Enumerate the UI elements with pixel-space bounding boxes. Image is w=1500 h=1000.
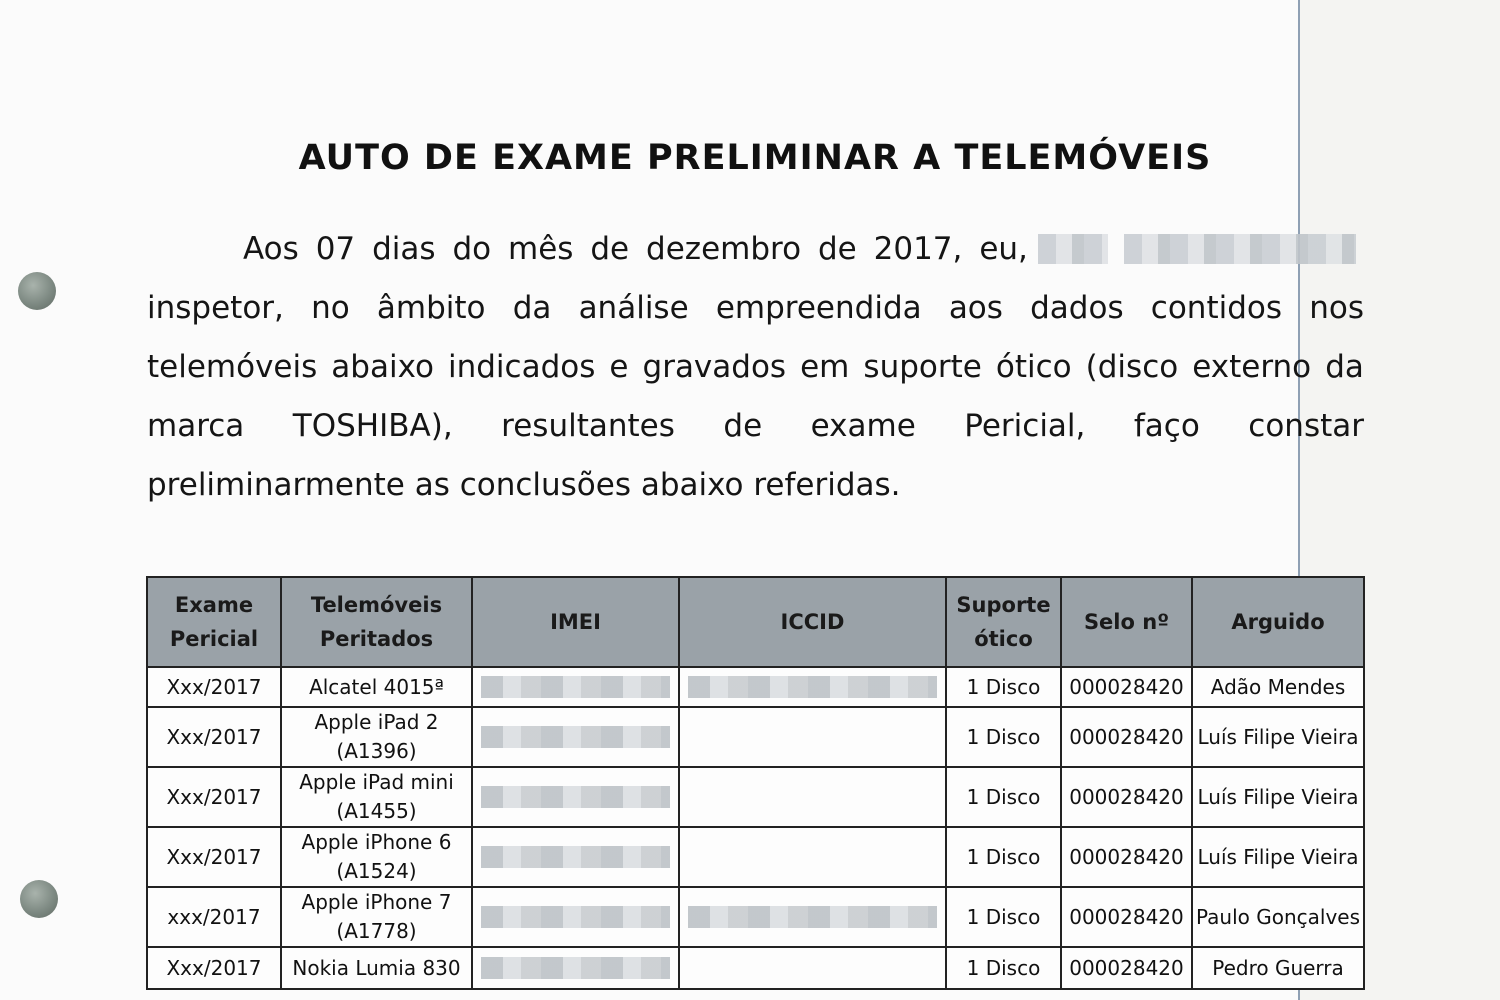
table-row: [147, 707, 1364, 767]
redacted-iccid: [688, 906, 937, 928]
cell-selo: 000028420: [1061, 707, 1192, 767]
paragraph-word: análise: [578, 290, 689, 326]
redacted-imei: [481, 786, 670, 808]
cell-telemovel: Alcatel 4015ª: [281, 667, 472, 707]
cell-selo: 000028420: [1061, 827, 1192, 887]
table-header-row: [147, 577, 1364, 667]
cell-suporte: 1 Disco: [946, 707, 1061, 767]
paragraph-word: TOSHIBA),: [292, 408, 453, 444]
cell-imei: [472, 887, 679, 947]
paragraph-word: inspetor,: [147, 290, 284, 326]
cell-suporte: 1 Disco: [946, 947, 1061, 989]
paragraph-word: nos: [1309, 290, 1364, 326]
header-suporte-otico: Suporte ótico: [946, 577, 1061, 667]
paragraph-line-1: [147, 220, 1364, 279]
cell-arguido: Adão Mendes: [1192, 667, 1364, 707]
paragraph-word: dezembro: [646, 231, 802, 267]
redacted-imei: [481, 726, 670, 748]
cell-telemovel: Apple iPad mini (A1455): [281, 767, 472, 827]
redacted-imei: [481, 676, 670, 698]
cell-telemovel: Apple iPhone 6 (A1524): [281, 827, 472, 887]
table-row: [147, 767, 1364, 827]
redacted-imei: [481, 906, 670, 928]
redacted-name: [1124, 234, 1356, 264]
paragraph-line-2: [147, 279, 1364, 338]
paragraph-word: exame: [810, 408, 916, 444]
cell-telemovel: Apple iPad 2 (A1396): [281, 707, 472, 767]
redacted-iccid: [688, 676, 937, 698]
cell-arguido: Luís Filipe Vieira: [1192, 767, 1364, 827]
cell-imei: [472, 827, 679, 887]
cell-arguido: Luís Filipe Vieira: [1192, 827, 1364, 887]
cell-imei: [472, 947, 679, 989]
cell-imei: [472, 667, 679, 707]
table-body: [147, 667, 1364, 989]
cell-imei: [472, 767, 679, 827]
paragraph-word: suporte: [863, 349, 982, 385]
cell-selo: 000028420: [1061, 767, 1192, 827]
table-row: [147, 947, 1364, 989]
paragraph-word: dias: [372, 231, 436, 267]
cell-selo: 000028420: [1061, 887, 1192, 947]
paragraph-word: abaixo: [331, 349, 434, 385]
header-arguido: Arguido: [1192, 577, 1364, 667]
cell-telemovel: Nokia Lumia 830: [281, 947, 472, 989]
cell-imei: [472, 707, 679, 767]
cell-exame: Xxx/2017: [147, 667, 281, 707]
paragraph-word: de: [817, 231, 857, 267]
cell-arguido: Paulo Gonçalves: [1192, 887, 1364, 947]
cell-exame: Xxx/2017: [147, 707, 281, 767]
header-exame-pericial: Exame Pericial: [147, 577, 281, 667]
paragraph-word: de: [723, 408, 763, 444]
cell-arguido: Luís Filipe Vieira: [1192, 707, 1364, 767]
cell-suporte: 1 Disco: [946, 767, 1061, 827]
cell-suporte: 1 Disco: [946, 667, 1061, 707]
paragraph-word: gravados: [642, 349, 787, 385]
paragraph-word: aos: [948, 290, 1003, 326]
paragraph-word: no: [311, 290, 350, 326]
phones-table: [146, 576, 1365, 990]
paragraph-word: faço: [1133, 408, 1200, 444]
paragraph-word: da: [1325, 349, 1364, 385]
paragraph-word: constar: [1248, 408, 1364, 444]
paragraph-word: ótico: [995, 349, 1072, 385]
cell-selo: 000028420: [1061, 947, 1192, 989]
paragraph-word: indicados: [447, 349, 596, 385]
intro-paragraph: [147, 220, 1364, 515]
cell-exame: Xxx/2017: [147, 947, 281, 989]
header-selo: Selo nº: [1061, 577, 1192, 667]
cell-iccid: [679, 707, 946, 767]
paragraph-word: âmbito: [376, 290, 486, 326]
cell-iccid: [679, 667, 946, 707]
paragraph-word: 07: [315, 231, 356, 267]
paragraph-word: marca: [147, 408, 245, 444]
document-title: AUTO DE EXAME PRELIMINAR A TELEMÓVEIS: [298, 138, 1212, 178]
cell-iccid: [679, 827, 946, 887]
cell-suporte: 1 Disco: [946, 827, 1061, 887]
paragraph-word: (disco: [1085, 349, 1179, 385]
table-row: [147, 827, 1364, 887]
cell-iccid: [679, 887, 946, 947]
paragraph-word: dados: [1030, 290, 1124, 326]
cell-selo: 000028420: [1061, 667, 1192, 707]
paragraph-word: telemóveis: [147, 349, 318, 385]
paragraph-line-text: [243, 220, 1028, 279]
cell-suporte: 1 Disco: [946, 887, 1061, 947]
redacted-imei: [481, 846, 670, 868]
paragraph-word: contidos: [1150, 290, 1283, 326]
paragraph-word: eu,: [979, 231, 1028, 267]
cell-exame: Xxx/2017: [147, 767, 281, 827]
punch-hole-icon: [20, 880, 58, 918]
paragraph-line-3: [147, 338, 1364, 397]
paragraph-word: da: [512, 290, 552, 326]
paragraph-word: em: [800, 349, 850, 385]
cell-arguido: Pedro Guerra: [1192, 947, 1364, 989]
redacted-name: [1038, 234, 1108, 264]
paragraph-word: preliminarmente as conclusões abaixo referidas.: [147, 467, 901, 503]
paragraph-word: resultantes: [501, 408, 675, 444]
table-row: [147, 887, 1364, 947]
cell-iccid: [679, 947, 946, 989]
header-iccid: ICCID: [679, 577, 946, 667]
paragraph-word: empreendida: [715, 290, 922, 326]
paragraph-word: externo: [1192, 349, 1312, 385]
paragraph-word: 2017,: [873, 231, 963, 267]
redacted-imei: [481, 957, 670, 979]
paragraph-word: do: [452, 231, 492, 267]
paragraph-line-5: [147, 456, 1364, 515]
cell-exame: xxx/2017: [147, 887, 281, 947]
header-imei: IMEI: [472, 577, 679, 667]
cell-iccid: [679, 767, 946, 827]
table-row: [147, 667, 1364, 707]
cell-exame: Xxx/2017: [147, 827, 281, 887]
punch-hole-icon: [18, 272, 56, 310]
paragraph-word: Aos: [243, 231, 299, 267]
header-telemoveis-peritados: Telemóveis Peritados: [281, 577, 472, 667]
cell-telemovel: Apple iPhone 7 (A1778): [281, 887, 472, 947]
paragraph-word: Pericial,: [964, 408, 1086, 444]
paragraph-word: e: [609, 349, 629, 385]
paragraph-word: de: [590, 231, 630, 267]
paragraph-line-4: [147, 397, 1364, 456]
paragraph-word: mês: [508, 231, 574, 267]
